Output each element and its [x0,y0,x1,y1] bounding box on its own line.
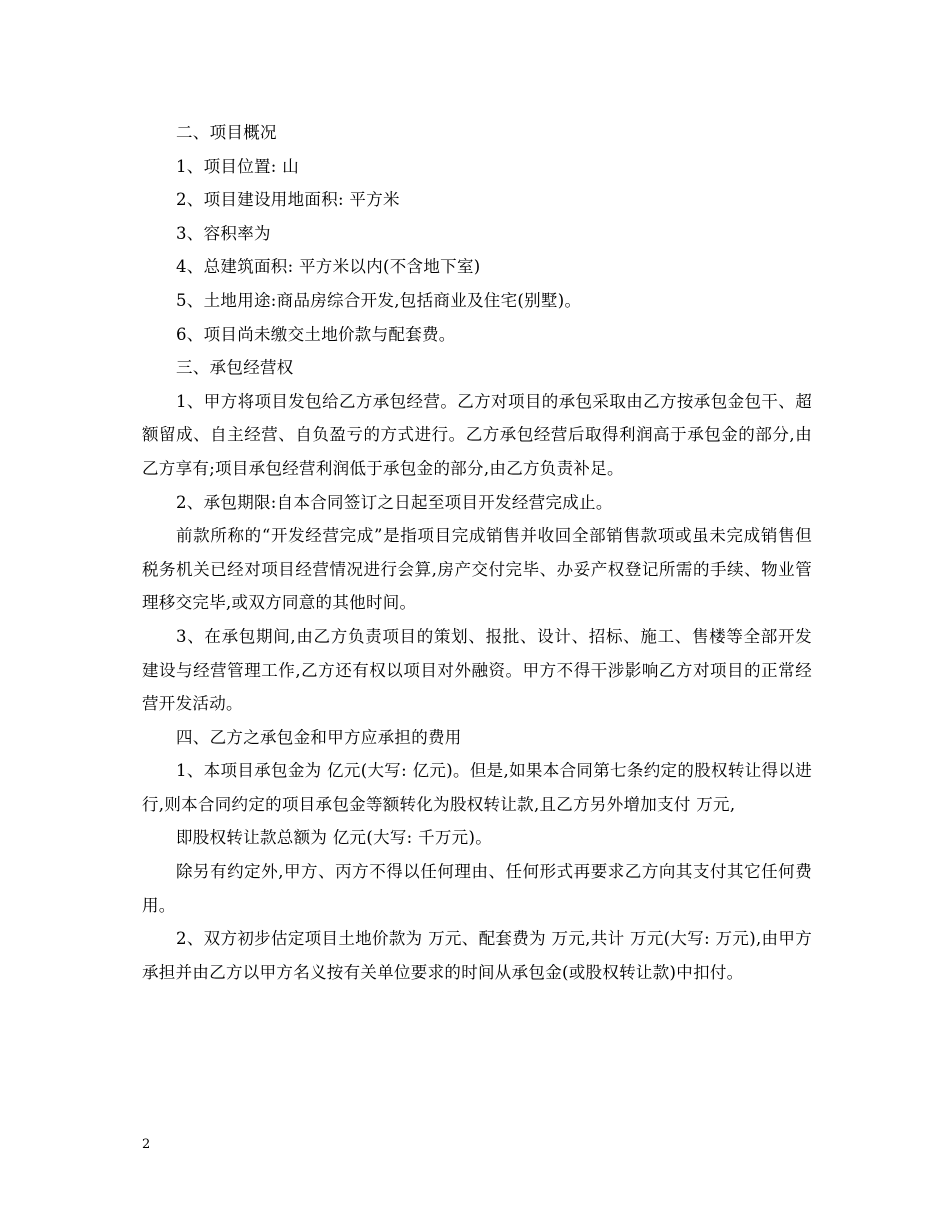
section-heading-contract-fee: 四、乙方之承包金和甲方应承担的费用 [176,727,462,747]
paragraph-total-floor-area: 4、总建筑面积: 平方米以内(不含地下室) [176,257,481,277]
paragraph-equity-transfer-total: 即股权转让款总额为 亿元(大写: 千万元)。 [176,828,493,848]
paragraph-land-price-estimate: 2、双方初步估定项目土地价款为 万元、配套费为 万元,共计 万元(大写: 万元),由甲方承担并由乙方以甲方名义按有关单位要求的时间从承包金(或股权转让款)中扣付。 [142,929,812,982]
paragraph-party-b-responsibilities: 3、在承包期间,由乙方负责项目的策划、报批、设计、招标、施工、售楼等全部开发建设与经营管理工作,乙方还有权以项目对外融资。甲方不得干涉影响乙方对项目的正常经营开发活动。 [142,626,812,714]
paragraph-land-use: 5、土地用途:商品房综合开发,包括商业及住宅(别墅)。 [176,290,582,310]
paragraph-contract-period: 2、承包期限:自本合同签订之日起至项目开发经营完成止。 [176,492,613,512]
paragraph-completion-definition: 前款所称的“开发经营完成”是指项目完成销售并收回全部销售款项或虽未完成销售但税务机关已经对项目经营情况进行会算,房产交付完毕、办妥产权登记所需的手续、物业管理移交完毕,或双方同意的其他时间。 [142,526,812,613]
paragraph-contracting-terms: 1、甲方将项目发包给乙方承包经营。乙方对项目的承包采取由乙方按承包金包干、超额留成、自主经营、自负盈亏的方式进行。乙方承包经营后取得利润高于承包金的部分,由乙方享有;项目承包经营利润低于承包金的部分,由乙方负责补足。 [142,391,812,478]
document-body [142,116,812,989]
page-number: 2 [142,1137,151,1152]
paragraph-plot-ratio: 3、容积率为 [176,223,271,243]
paragraph-project-location: 1、项目位置: 山 [176,156,300,176]
paragraph-land-area: 2、项目建设用地面积: 平方米 [176,190,400,210]
paragraph-contract-amount: 1、本项目承包金为 亿元(大写: 亿元)。但是,如果本合同第七条约定的股权转让得以进行,则本合同约定的项目承包金等额转化为股权转让款,且乙方另外增加支付 万元, [142,761,812,814]
paragraph-unpaid-fees: 6、项目尚未缴交土地价款与配套费。 [176,324,456,344]
paragraph-no-additional-fees: 除另有约定外,甲方、丙方不得以任何理由、任何形式再要求乙方向其支付其它任何费用。 [142,862,812,915]
section-heading-contract-rights: 三、承包经营权 [176,358,294,378]
section-heading-project-overview: 二、项目概况 [176,123,277,142]
